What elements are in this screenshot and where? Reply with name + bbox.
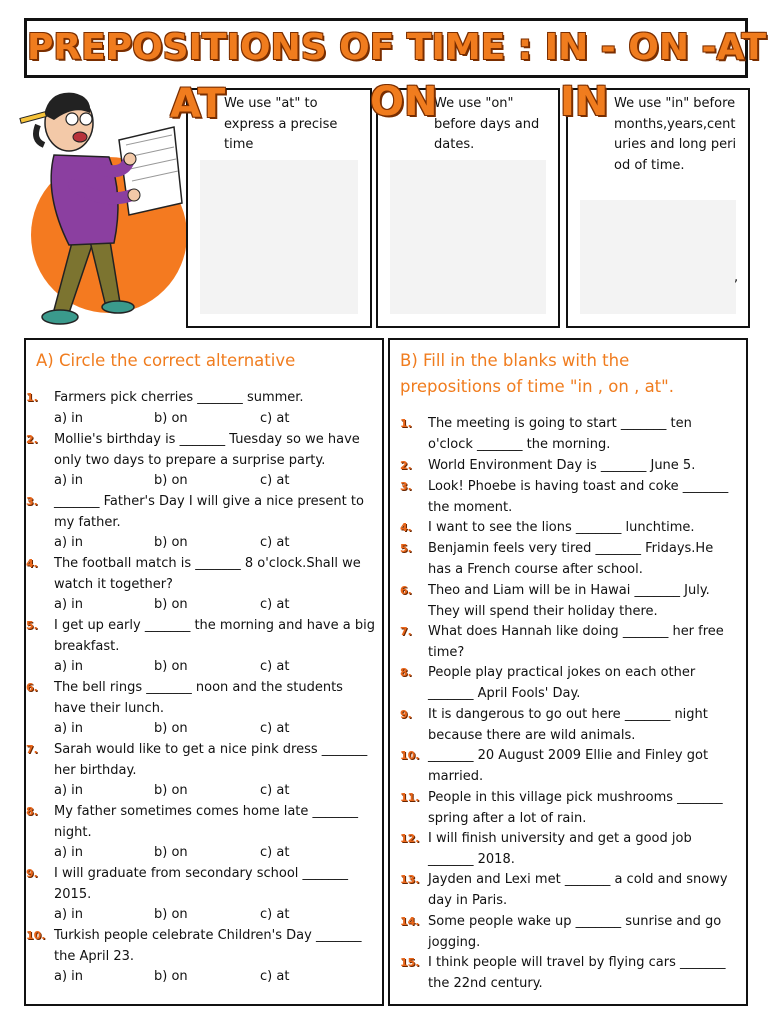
question-number: 10. bbox=[26, 929, 46, 942]
option-c[interactable]: c) at bbox=[260, 597, 290, 613]
option-b[interactable]: b) on bbox=[154, 721, 188, 737]
option-b[interactable]: b) on bbox=[154, 659, 188, 675]
option-a[interactable]: a) in bbox=[54, 845, 84, 861]
at-rule-text: We use "at" to express a precise time bbox=[224, 96, 338, 152]
on-rule-text: We use "on" before days and dates. bbox=[434, 96, 540, 152]
option-b[interactable]: b) on bbox=[154, 969, 188, 985]
question-text: The meeting is going to start _______ ten o'clock _______ the morning. bbox=[428, 416, 692, 452]
option-b[interactable]: b) on bbox=[154, 845, 188, 861]
question-text: My father sometimes comes home late _______ night. bbox=[54, 804, 359, 840]
question-number: 15. bbox=[400, 956, 420, 969]
option-a[interactable]: a) in bbox=[54, 721, 84, 737]
question-number: 2. bbox=[400, 459, 412, 472]
question-text: It is dangerous to go out here _______ night because there are wild animals. bbox=[428, 707, 708, 743]
question-number: 7. bbox=[26, 743, 38, 756]
question-text: I will finish university and get a good job _______ 2018. bbox=[428, 831, 692, 867]
question-number: 14. bbox=[400, 915, 420, 928]
in-rule-text: We use "in" before months,years,centuries and long period of time. bbox=[614, 96, 737, 173]
at-label: AT bbox=[170, 81, 226, 127]
question-number: 2. bbox=[26, 433, 38, 446]
question-text: Sarah would like to get a nice pink dress _______ her birthday. bbox=[54, 742, 368, 778]
question-number: 9. bbox=[400, 708, 412, 721]
stray-mark: , bbox=[734, 270, 739, 285]
option-c[interactable]: c) at bbox=[260, 410, 290, 426]
option-b[interactable]: b) on bbox=[154, 783, 188, 799]
question-number: 10. bbox=[400, 749, 420, 762]
question-text: Turkish people celebrate Children's Day _______ the April 23. bbox=[54, 928, 362, 964]
option-b[interactable]: b) on bbox=[154, 597, 188, 613]
question-text: Benjamin feels very tired _______ Fridays.He has a French course after school. bbox=[428, 541, 714, 577]
on-label: ON bbox=[370, 79, 438, 125]
option-a[interactable]: a) in bbox=[54, 410, 84, 426]
question-text: Mollie's birthday is _______ Tuesday so we have only two days to prepare a surprise party. bbox=[54, 432, 360, 468]
question-text: I want to see the lions _______ lunchtime. bbox=[428, 520, 695, 535]
option-b[interactable]: b) on bbox=[154, 410, 188, 426]
page-title: PREPOSITIONS OF TIME : IN - ON -AT bbox=[27, 27, 767, 68]
option-c[interactable]: c) at bbox=[260, 535, 290, 551]
question-number: 8. bbox=[26, 805, 38, 818]
question-text: I will graduate from secondary school _______ 2015. bbox=[54, 866, 349, 902]
option-a[interactable]: a) in bbox=[54, 535, 84, 551]
option-b[interactable]: b) on bbox=[154, 907, 188, 923]
option-c[interactable]: c) at bbox=[260, 845, 290, 861]
question-text: The bell rings _______ noon and the students have their lunch. bbox=[54, 680, 343, 716]
question-number: 5. bbox=[26, 619, 38, 632]
question-number: 11. bbox=[400, 791, 420, 804]
question-text: Some people wake up _______ sunrise and go jogging. bbox=[428, 914, 722, 950]
option-a[interactable]: a) in bbox=[54, 597, 84, 613]
answer-options bbox=[54, 409, 354, 429]
question-number: 6. bbox=[400, 584, 412, 597]
answer-options bbox=[54, 471, 354, 491]
option-b[interactable]: b) on bbox=[154, 535, 188, 551]
question-text: Look! Phoebe is having toast and coke _______ the moment. bbox=[428, 479, 729, 515]
question-text: World Environment Day is _______ June 5. bbox=[428, 458, 696, 473]
question-text: People in this village pick mushrooms _______ spring after a lot of rain. bbox=[428, 790, 723, 826]
option-c[interactable]: c) at bbox=[260, 659, 290, 675]
answer-options bbox=[54, 719, 354, 739]
option-a[interactable]: a) in bbox=[54, 783, 84, 799]
question-number: 9. bbox=[26, 867, 38, 880]
title-banner bbox=[24, 18, 767, 78]
section-a-panel bbox=[24, 338, 384, 1006]
option-a[interactable]: a) in bbox=[54, 659, 84, 675]
section-b-panel bbox=[388, 338, 748, 1006]
question-number: 1. bbox=[26, 391, 38, 404]
question-text: Farmers pick cherries _______ summer. bbox=[54, 390, 304, 405]
at-writing-area bbox=[200, 160, 358, 314]
option-c[interactable]: c) at bbox=[260, 783, 290, 799]
option-a[interactable]: a) in bbox=[54, 969, 84, 985]
question-number: 8. bbox=[400, 666, 412, 679]
in-label: IN bbox=[560, 79, 609, 125]
in-writing-area bbox=[580, 200, 739, 314]
option-a[interactable]: a) in bbox=[54, 473, 84, 489]
option-c[interactable]: c) at bbox=[260, 721, 290, 737]
question-number: 3. bbox=[26, 495, 38, 508]
question-number: 1. bbox=[400, 417, 412, 430]
question-number: 3. bbox=[400, 480, 412, 493]
option-b[interactable]: b) on bbox=[154, 473, 188, 489]
answer-options bbox=[54, 595, 354, 615]
question-number: 6. bbox=[26, 681, 38, 694]
option-a[interactable]: a) in bbox=[54, 907, 84, 923]
option-c[interactable]: c) at bbox=[260, 473, 290, 489]
answer-options bbox=[54, 905, 354, 925]
answer-options bbox=[54, 843, 354, 863]
question-text: People play practical jokes on each other _______ April Fools' Day. bbox=[428, 665, 696, 701]
option-c[interactable]: c) at bbox=[260, 907, 290, 923]
question-number: 5. bbox=[400, 542, 412, 555]
question-text: What does Hannah like doing _______ her free time? bbox=[428, 624, 724, 660]
question-text: I think people will travel by flying cars _______ the 22nd century. bbox=[428, 955, 726, 991]
question-text: I get up early _______ the morning and have a big breakfast. bbox=[54, 618, 375, 654]
question-text: Theo and Liam will be in Hawai _______ July. They will spend their holiday there. bbox=[428, 583, 710, 619]
teacher-illustration bbox=[14, 85, 194, 335]
option-c[interactable]: c) at bbox=[260, 969, 290, 985]
question-number: 7. bbox=[400, 625, 412, 638]
section-a-title: A) Circle the correct alternative bbox=[36, 351, 296, 370]
answer-options bbox=[54, 657, 354, 677]
answer-options bbox=[54, 781, 354, 801]
question-text: _______ 20 August 2009 Ellie and Finley got married. bbox=[428, 748, 709, 784]
on-writing-area bbox=[390, 160, 546, 314]
answer-options bbox=[54, 967, 354, 987]
question-text: The football match is _______ 8 o'clock.Shall we watch it together? bbox=[54, 556, 361, 592]
question-number: 4. bbox=[400, 521, 412, 534]
question-text: _______ Father's Day I will give a nice present to my father. bbox=[54, 494, 364, 530]
question-text: Jayden and Lexi met _______ a cold and snowy day in Paris. bbox=[428, 872, 728, 908]
question-number: 13. bbox=[400, 873, 420, 886]
question-number: 4. bbox=[26, 557, 38, 570]
answer-options bbox=[54, 533, 354, 553]
question-number: 12. bbox=[400, 832, 420, 845]
section-b-title: B) Fill in the blanks with the prepositions of time "in , on , at". bbox=[400, 351, 674, 396]
